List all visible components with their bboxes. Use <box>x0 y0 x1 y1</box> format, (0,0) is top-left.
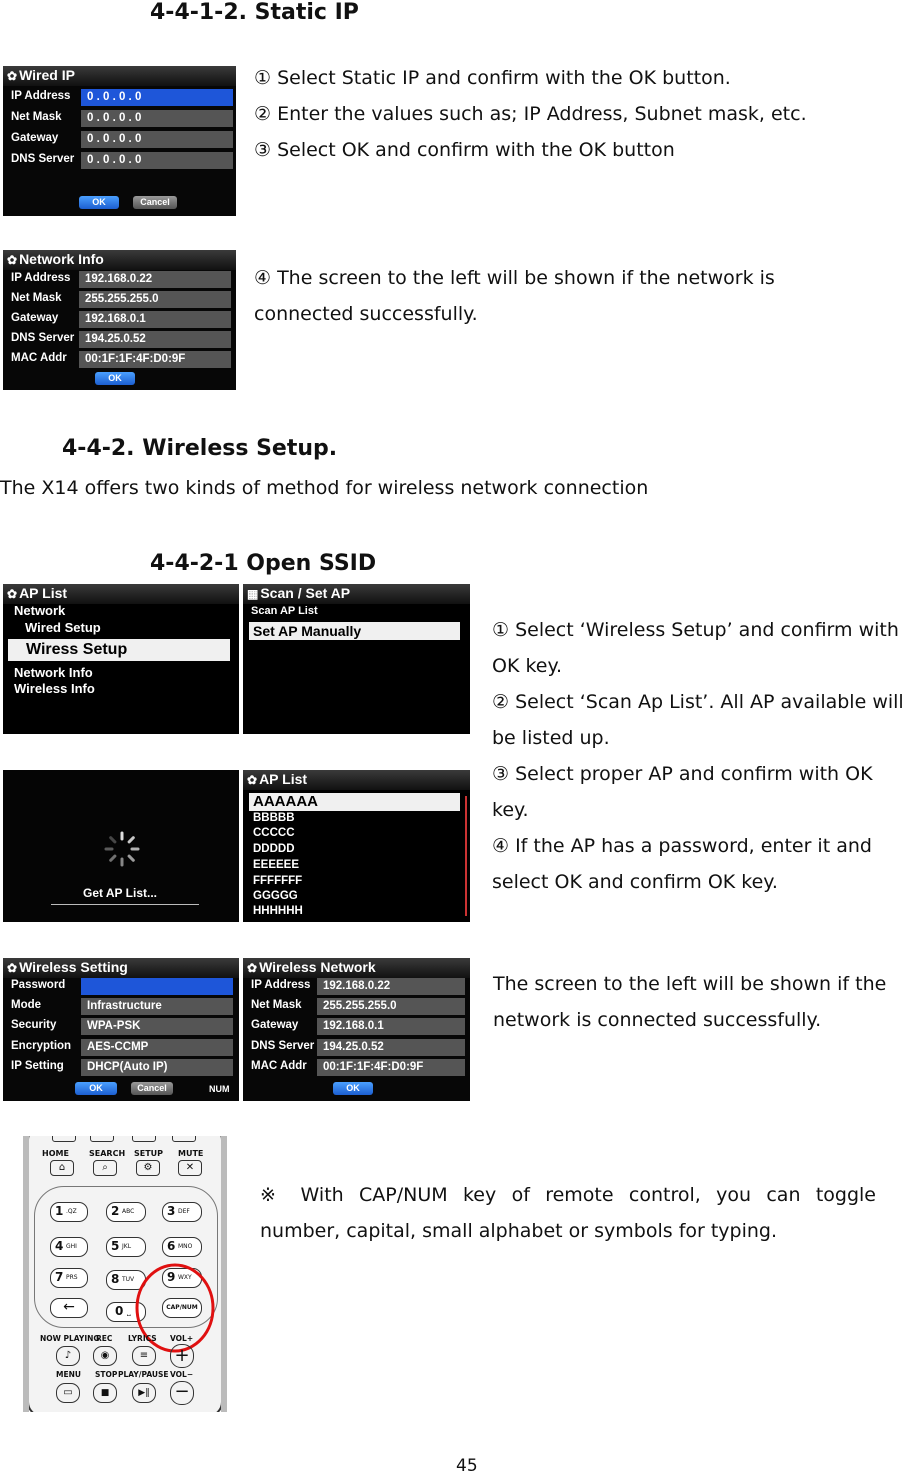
network-info-note <box>254 260 775 332</box>
key-1: 1 .QZ <box>50 1202 88 1222</box>
field-label: Net Mask <box>11 292 62 304</box>
section-heading-static-ip: 4-4-1-2. Static IP <box>150 0 359 25</box>
rec-label: REC <box>96 1334 113 1343</box>
lyrics-label: LYRICS <box>128 1334 157 1343</box>
ok-button: OK <box>333 1082 373 1095</box>
wireless-intro: The X14 offers two kinds of method for wireless network connection <box>0 477 649 499</box>
plus-icon: + <box>170 1344 194 1368</box>
key-9: 9 WXY <box>162 1268 202 1288</box>
gear-icon: ⚙ <box>136 1160 160 1176</box>
step-text: ④ If the AP has a password, enter it and <box>492 835 872 857</box>
field-label: Password <box>11 979 66 991</box>
loading-text: Get AP List... <box>83 886 158 900</box>
security-value: WPA-PSK <box>81 1018 233 1035</box>
gateway-value: 0 . 0 . 0 . 0 <box>81 131 233 148</box>
play-pause-label: PLAY/PAUSE <box>118 1370 169 1379</box>
gear-icon: ✿ <box>247 961 258 975</box>
ap-item: CCCCC <box>253 827 295 839</box>
dns-server-value: 194.25.0.52 <box>79 331 231 348</box>
note-line: ※ With CAP/NUM key of remote control, you can toggle <box>260 1184 876 1206</box>
net-mask-value: 255.255.255.0 <box>317 998 465 1015</box>
key-2: 2 ABC <box>106 1202 146 1222</box>
wired-ip-title: ✿ Wired IP <box>7 67 75 83</box>
ap-item: EEEEEE <box>253 859 300 871</box>
ip-address-value: 192.168.0.22 <box>79 271 231 288</box>
ap-list-menu-title: ✿ AP List <box>7 585 68 601</box>
field-label: Security <box>11 1019 57 1031</box>
mute-icon: ✕ <box>178 1160 202 1176</box>
gateway-value: 192.168.0.1 <box>79 311 231 328</box>
num-indicator: NUM <box>209 1084 230 1094</box>
step-text: be listed up. <box>492 727 610 749</box>
cap-num-note <box>260 1177 876 1249</box>
net-mask-value: 255.255.255.0 <box>79 291 231 308</box>
wireless-network-screenshot <box>243 958 470 1101</box>
field-label: DNS Server <box>251 1040 315 1052</box>
cancel-button: Cancel <box>133 196 177 209</box>
field-label: DNS Server <box>11 153 75 165</box>
key-3: 3 DEF <box>162 1202 202 1222</box>
wireless-setting-screenshot <box>3 958 239 1101</box>
field-label: Gateway <box>251 1019 299 1031</box>
note-line: connected successfully. <box>254 303 478 325</box>
menu-item-wireless-setup: Wiress Setup <box>8 639 230 661</box>
ap-item: GGGGG <box>253 890 298 902</box>
open-ssid-steps <box>492 612 904 900</box>
ap-list-screenshot <box>243 770 470 922</box>
get-ap-list-screenshot <box>3 770 239 922</box>
field-label: Net Mask <box>11 111 62 123</box>
step-text: OK key. <box>492 655 563 677</box>
setup-label: SETUP <box>134 1149 164 1158</box>
network-info-title: ✿ Network Info <box>7 251 104 267</box>
field-label: IP Setting <box>11 1060 64 1072</box>
scrollbar <box>465 796 467 916</box>
gateway-value: 192.168.0.1 <box>317 1018 465 1035</box>
menu-item-wireless-info: Wireless Info <box>14 681 95 696</box>
remote-control-image <box>22 1136 228 1412</box>
loading-spinner-icon <box>103 830 141 868</box>
field-label: MAC Addr <box>11 352 67 364</box>
page-number: 45 <box>456 1456 478 1476</box>
wireless-network-title: ✿ Wireless Network <box>247 959 376 975</box>
wireless-setting-title: ✿ Wireless Setting <box>7 959 128 975</box>
ap-list-title: ✿ AP List <box>247 771 308 787</box>
wired-ip-screenshot <box>3 66 236 216</box>
field-label: Gateway <box>11 312 59 324</box>
gear-icon: ✿ <box>7 961 18 975</box>
ip-setting-value: DHCP(Auto IP) <box>81 1059 233 1076</box>
step-text: ③ Select proper AP and confirm with OK <box>492 763 873 785</box>
dns-server-value: 0 . 0 . 0 . 0 <box>81 152 233 169</box>
step-text: ② Enter the values such as; IP Address, Subnet mask, etc. <box>254 103 807 125</box>
grid-icon: ▦ <box>247 587 259 601</box>
scan-set-ap-title: ▦ Scan / Set AP <box>247 585 351 601</box>
encryption-value: AES-CCMP <box>81 1039 233 1056</box>
now-playing-label: NOW PLAYING <box>40 1334 100 1343</box>
field-label: DNS Server <box>11 332 75 344</box>
menu-icon: ▭ <box>56 1383 80 1403</box>
gear-icon: ✿ <box>7 253 18 267</box>
ap-item: BBBBB <box>253 812 295 824</box>
field-label: IP Address <box>11 90 71 102</box>
step-text: select OK and confirm OK key. <box>492 871 778 893</box>
play-pause-icon: ▶‖ <box>132 1383 156 1403</box>
home-icon: ⌂ <box>50 1160 74 1176</box>
section-heading-open-ssid: 4-4-2-1 Open SSID <box>150 551 377 576</box>
ok-button: OK <box>95 372 135 385</box>
mac-addr-value: 00:1F:1F:4F:D0:9F <box>317 1059 465 1076</box>
note-line: The screen to the left will be shown if the <box>493 973 887 995</box>
mode-value: Infrastructure <box>81 998 233 1015</box>
field-label: Gateway <box>11 132 59 144</box>
gear-icon: ✿ <box>247 773 258 787</box>
ap-item: DDDDD <box>253 843 295 855</box>
field-label: Net Mask <box>251 999 302 1011</box>
field-label: Mode <box>11 999 42 1011</box>
note-line: number, capital, small alphabet or symbols for typing. <box>260 1220 778 1242</box>
field-label: Encryption <box>11 1040 72 1052</box>
record-icon: ◉ <box>93 1346 117 1366</box>
note-line: network is connected successfully. <box>493 1009 822 1031</box>
key-4: 4 GHI <box>50 1237 88 1257</box>
static-ip-steps <box>254 60 807 168</box>
ap-item: HHHHHH <box>253 905 303 917</box>
key-6: 6 MNO <box>162 1237 202 1257</box>
key-7: 7 PRS <box>50 1268 88 1288</box>
menu-item-set-ap-manually: Set AP Manually <box>249 622 460 640</box>
step-text: ① Select ‘Wireless Setup’ and confirm with <box>492 619 899 641</box>
home-label: HOME <box>42 1149 69 1158</box>
field-label: IP Address <box>251 979 311 991</box>
vol-down-label: VOL− <box>170 1370 194 1379</box>
menu-item-scan-ap-list: Scan AP List <box>251 605 318 617</box>
menu-item-network-info: Network Info <box>14 665 93 680</box>
mute-label: MUTE <box>178 1149 204 1158</box>
stop-icon: ■ <box>93 1383 117 1403</box>
ip-address-value: 0 . 0 . 0 . 0 <box>81 89 233 106</box>
ap-list-menu-screenshot <box>3 584 239 734</box>
section-heading-wireless-setup: 4-4-2. Wireless Setup. <box>62 436 338 461</box>
step-text: ① Select Static IP and confirm with the OK button. <box>254 67 731 89</box>
field-label: MAC Addr <box>251 1060 307 1072</box>
net-mask-value: 0 . 0 . 0 . 0 <box>81 110 233 127</box>
vol-up-label: VOL+ <box>170 1334 194 1343</box>
cancel-button: Cancel <box>131 1082 173 1095</box>
search-icon: ⌕ <box>93 1160 117 1176</box>
step-text: ② Select ‘Scan Ap List’. All AP available will <box>492 691 904 713</box>
mac-addr-value: 00:1F:1F:4F:D0:9F <box>79 351 231 368</box>
note-line: ④ The screen to the left will be shown if the network is <box>254 267 775 289</box>
menu-item-network: Network <box>14 603 66 618</box>
gear-icon: ✿ <box>7 69 18 83</box>
step-text: key. <box>492 799 529 821</box>
ap-item: FFFFFFF <box>253 875 303 887</box>
cap-num-key: CAP/NUM <box>162 1298 202 1318</box>
key-8: 8 TUV <box>106 1270 146 1290</box>
step-text: ③ Select OK and confirm with the OK button <box>254 139 675 161</box>
dns-server-value: 194.25.0.52 <box>317 1039 465 1056</box>
network-info-screenshot <box>3 250 236 390</box>
search-label: SEARCH <box>89 1149 126 1158</box>
ap-item: AAAAAA <box>249 793 460 811</box>
scan-set-ap-screenshot <box>243 584 470 734</box>
minus-icon: − <box>170 1381 194 1405</box>
menu-label: MENU <box>56 1370 81 1379</box>
stop-label: STOP <box>95 1370 118 1379</box>
field-label: IP Address <box>11 272 71 284</box>
gear-icon: ✿ <box>7 587 18 601</box>
ok-button: OK <box>79 196 119 209</box>
lyrics-icon: ≡ <box>132 1346 156 1366</box>
key-0: 0 ⎵ <box>106 1302 146 1322</box>
backspace-icon: ← <box>50 1298 88 1318</box>
music-note-icon: ♪ <box>56 1346 80 1366</box>
ip-address-value: 192.168.0.22 <box>317 978 465 995</box>
menu-item-wired-setup: Wired Setup <box>25 620 101 635</box>
password-value <box>81 978 233 995</box>
wireless-success-note <box>493 966 886 1038</box>
ok-button: OK <box>75 1082 117 1095</box>
key-5: 5 JKL <box>106 1237 146 1257</box>
